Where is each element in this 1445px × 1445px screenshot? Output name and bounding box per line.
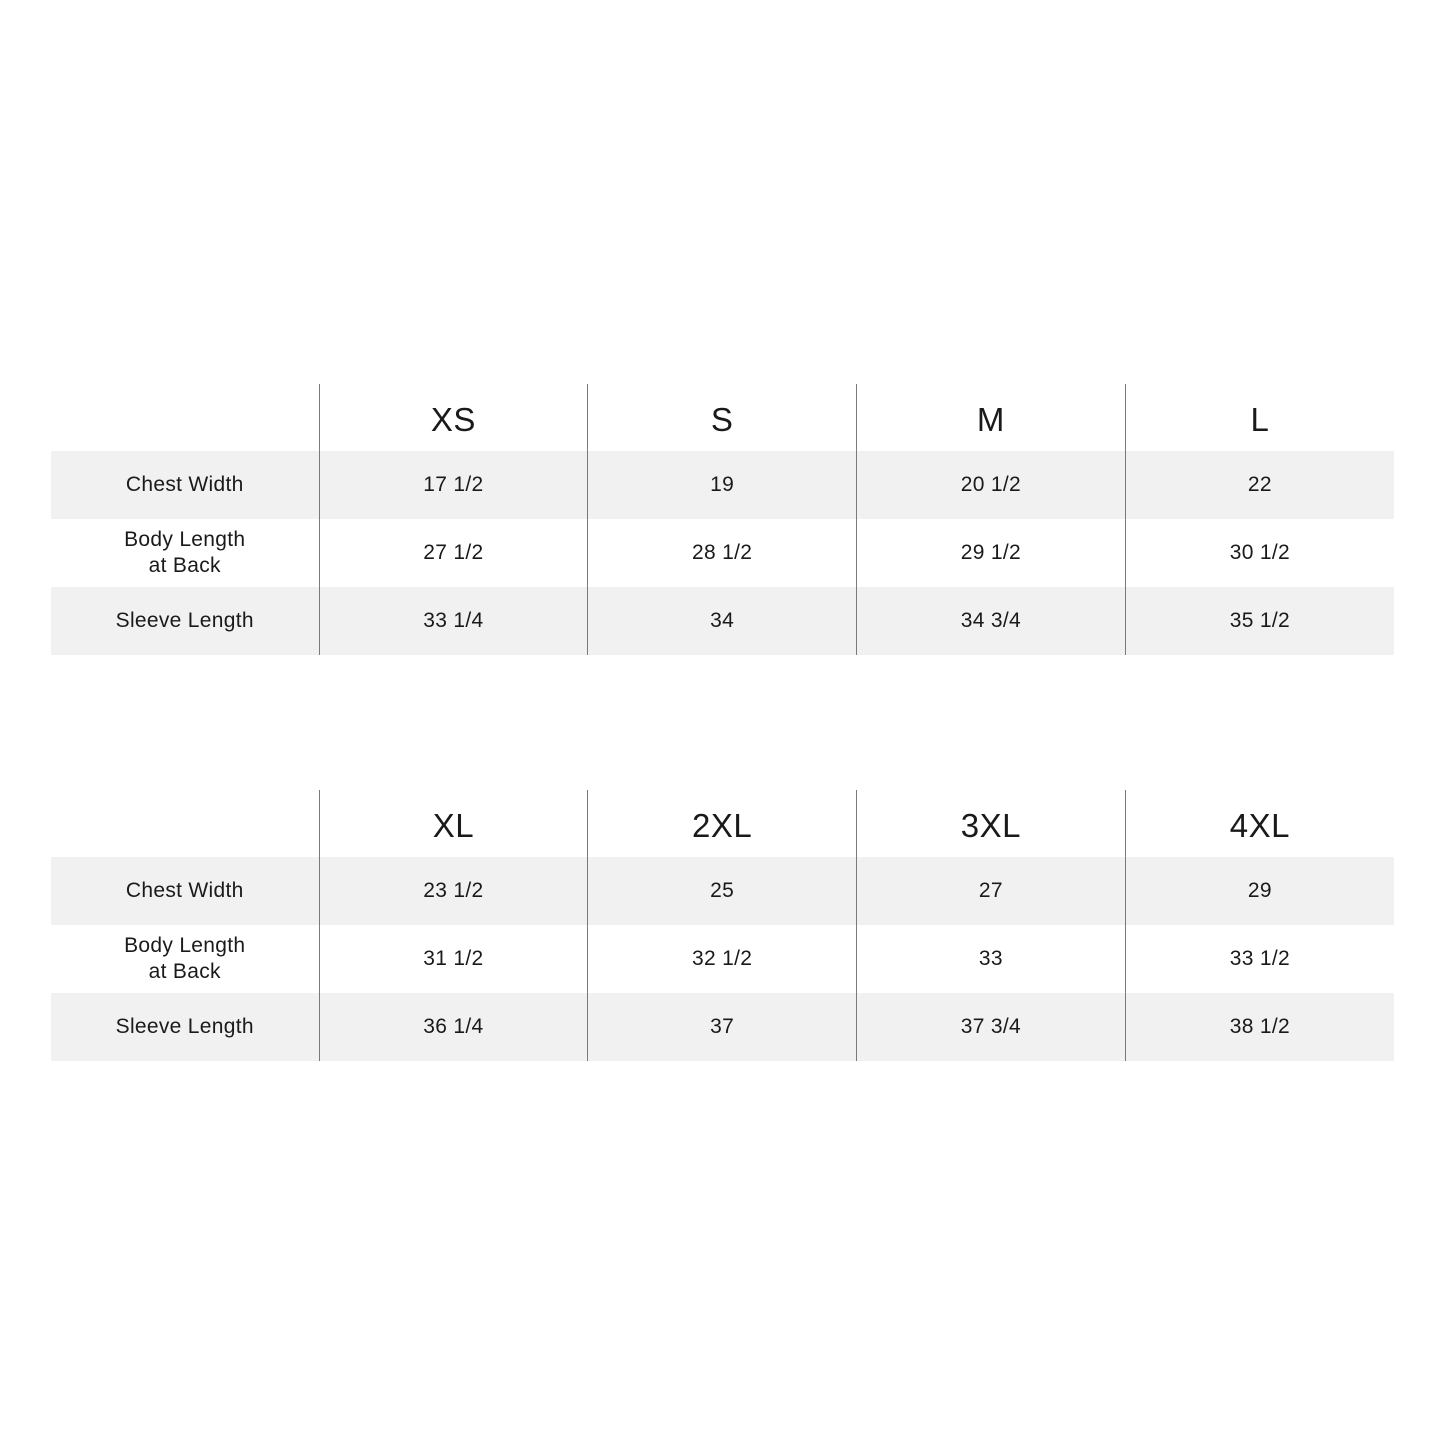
row-label-text: Sleeve Length xyxy=(115,609,254,632)
measurement-cell: 27 1/2 xyxy=(319,519,588,587)
measurement-cell: 23 1/2 xyxy=(319,857,588,925)
measurement-cell: 36 1/4 xyxy=(319,993,588,1061)
measurement-cell: 34 xyxy=(588,587,857,655)
measurement-cell: 37 xyxy=(588,993,857,1061)
size-header: S xyxy=(588,384,857,451)
row-label-text: Body Length xyxy=(124,934,246,957)
measurement-cell: 33 xyxy=(857,925,1126,993)
row-label-text: Chest Width xyxy=(125,473,244,496)
size-header: L xyxy=(1125,384,1394,451)
measurement-cell: 32 1/2 xyxy=(588,925,857,993)
size-header: XL xyxy=(319,790,588,857)
size-header-row xyxy=(51,790,1394,857)
measurement-cell: 38 1/2 xyxy=(1125,993,1394,1061)
size-header: 4XL xyxy=(1125,790,1394,857)
header-blank-cell xyxy=(51,790,319,857)
measurement-cell: 37 3/4 xyxy=(857,993,1126,1061)
row-label xyxy=(51,857,319,925)
row-label xyxy=(51,925,319,993)
measurement-cell: 22 xyxy=(1125,451,1394,519)
row-label xyxy=(51,587,319,655)
measurement-cell: 30 1/2 xyxy=(1125,519,1394,587)
measurement-cell: 33 1/2 xyxy=(1125,925,1394,993)
table-row-body-length xyxy=(51,925,1394,993)
header-blank-cell xyxy=(51,384,319,451)
table-row-sleeve-length xyxy=(51,993,1394,1061)
measurement-cell: 25 xyxy=(588,857,857,925)
measurement-cell: 27 xyxy=(857,857,1126,925)
measurement-cell: 33 1/4 xyxy=(319,587,588,655)
measurement-cell: 31 1/2 xyxy=(319,925,588,993)
measurement-cell: 28 1/2 xyxy=(588,519,857,587)
size-table-1 xyxy=(51,384,1394,655)
size-header: XS xyxy=(319,384,588,451)
row-label-text: at Back xyxy=(148,960,221,983)
table-row-body-length xyxy=(51,519,1394,587)
row-label-text: Sleeve Length xyxy=(115,1015,254,1038)
row-label-text: Body Length xyxy=(124,528,246,551)
row-label-text: Chest Width xyxy=(125,879,244,902)
size-header: M xyxy=(857,384,1126,451)
size-header: 2XL xyxy=(588,790,857,857)
measurement-cell: 17 1/2 xyxy=(319,451,588,519)
size-table-2 xyxy=(51,790,1394,1061)
measurement-cell: 29 xyxy=(1125,857,1394,925)
row-label-text: at Back xyxy=(148,554,221,577)
table-row-chest-width xyxy=(51,857,1394,925)
measurement-cell: 20 1/2 xyxy=(857,451,1126,519)
size-header: 3XL xyxy=(857,790,1126,857)
measurement-cell: 34 3/4 xyxy=(857,587,1126,655)
row-label xyxy=(51,451,319,519)
row-label xyxy=(51,519,319,587)
size-header-row xyxy=(51,384,1394,451)
measurement-cell: 35 1/2 xyxy=(1125,587,1394,655)
row-label xyxy=(51,993,319,1061)
table-row-sleeve-length xyxy=(51,587,1394,655)
measurement-cell: 29 1/2 xyxy=(857,519,1126,587)
measurement-cell: 19 xyxy=(588,451,857,519)
table-row-chest-width xyxy=(51,451,1394,519)
